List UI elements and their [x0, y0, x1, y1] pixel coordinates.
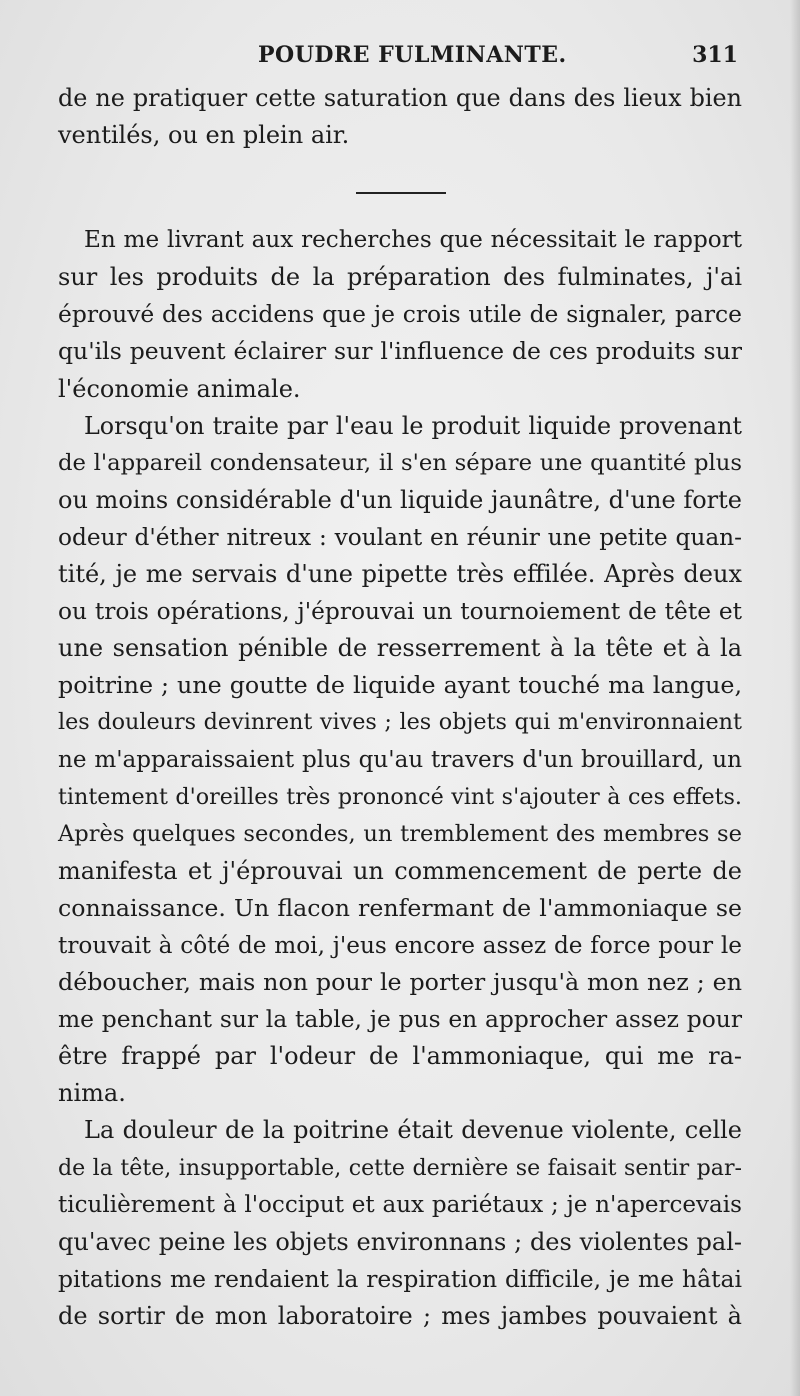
text-line: ou trois opérations, j'éprouvai un tournoiement de tête et [58, 598, 742, 626]
text-line: manifesta et j'éprouvai un commencement de perte de [58, 856, 742, 885]
page-number: 311 [692, 42, 738, 68]
text-line: de ne pratiquer cette saturation que dans des lieux bien [58, 84, 742, 112]
text-line: ou moins considérable d'un liquide jaunâtre, d'une forte [58, 485, 742, 514]
text-line: ventilés, ou en plein air. [58, 121, 350, 150]
page-edge-shadow [790, 0, 800, 1396]
text-line: pitations me rendaient la respiration difficile, je me hâtai [58, 1264, 742, 1293]
text-line: En me livrant aux recherches que nécessitait le rapport [84, 227, 742, 254]
text-line: ne m'apparaissaient plus qu'au travers d'un brouillard, un [58, 746, 742, 773]
paragraph [58, 408, 742, 1113]
text-line: qu'ils peuvent éclairer sur l'influence de ces produits sur [58, 337, 742, 366]
text-line: de sortir de mon laboratoire ; mes jambes pouvaient à [58, 1301, 742, 1330]
text-line: trouvait à côté de moi, j'eus encore assez de force pour le [58, 931, 742, 959]
paragraph [58, 80, 742, 154]
body-text [58, 80, 742, 1335]
text-line: me penchant sur la table, je pus en approcher assez pour [58, 1005, 742, 1034]
text-line: déboucher, mais non pour le porter jusqu'à mon nez ; en [58, 968, 742, 997]
text-line: ticulièrement à l'occiput et aux pariétaux ; je n'apercevais [58, 1191, 742, 1218]
section-separator [58, 154, 742, 210]
text-line: Après quelques secondes, un tremblement des membres se [58, 820, 742, 847]
page-header [58, 42, 742, 76]
text-line: nima. [58, 1079, 126, 1108]
text-line: une sensation pénible de resserrement à la tête et à la [58, 634, 742, 663]
text-line: l'économie animale. [58, 374, 301, 403]
running-title: POUDRE FULMINANTE. [258, 42, 567, 68]
paragraph [58, 222, 742, 407]
text-line: poitrine ; une goutte de liquide ayant touché ma langue, [58, 671, 742, 700]
text-line: les douleurs devinrent vives ; les objets qui m'environnaient [58, 709, 742, 736]
text-line: sur les produits de la préparation des fulminates, j'ai [58, 263, 742, 292]
separator-rule [356, 192, 446, 194]
text-line: tintement d'oreilles très prononcé vint s'ajouter à ces effets. [58, 783, 742, 810]
text-line: qu'avec peine les objets environnans ; des violentes pal- [58, 1227, 742, 1256]
text-line: Lorsqu'on traite par l'eau le produit liquide provenant [84, 411, 742, 440]
text-line: éprouvé des accidens que je crois utile de signaler, parce [58, 300, 742, 329]
text-line: de l'appareil condensateur, il s'en sépare une quantité plus [58, 449, 742, 476]
spacer [58, 210, 742, 222]
paragraph [58, 1112, 742, 1335]
text-line: tité, je me servais d'une pipette très effilée. Après deux [58, 560, 742, 589]
text-line: La douleur de la poitrine était devenue violente, celle [84, 1116, 742, 1145]
text-line: odeur d'éther nitreux : voulant en réunir une petite quan- [58, 523, 742, 551]
text-line: connaissance. Un flacon renfermant de l'ammoniaque se [58, 893, 742, 922]
text-line: être frappé par l'odeur de l'ammoniaque, qui me ra- [58, 1042, 742, 1071]
text-line: de la tête, insupportable, cette dernière se faisait sentir par- [58, 1154, 742, 1181]
